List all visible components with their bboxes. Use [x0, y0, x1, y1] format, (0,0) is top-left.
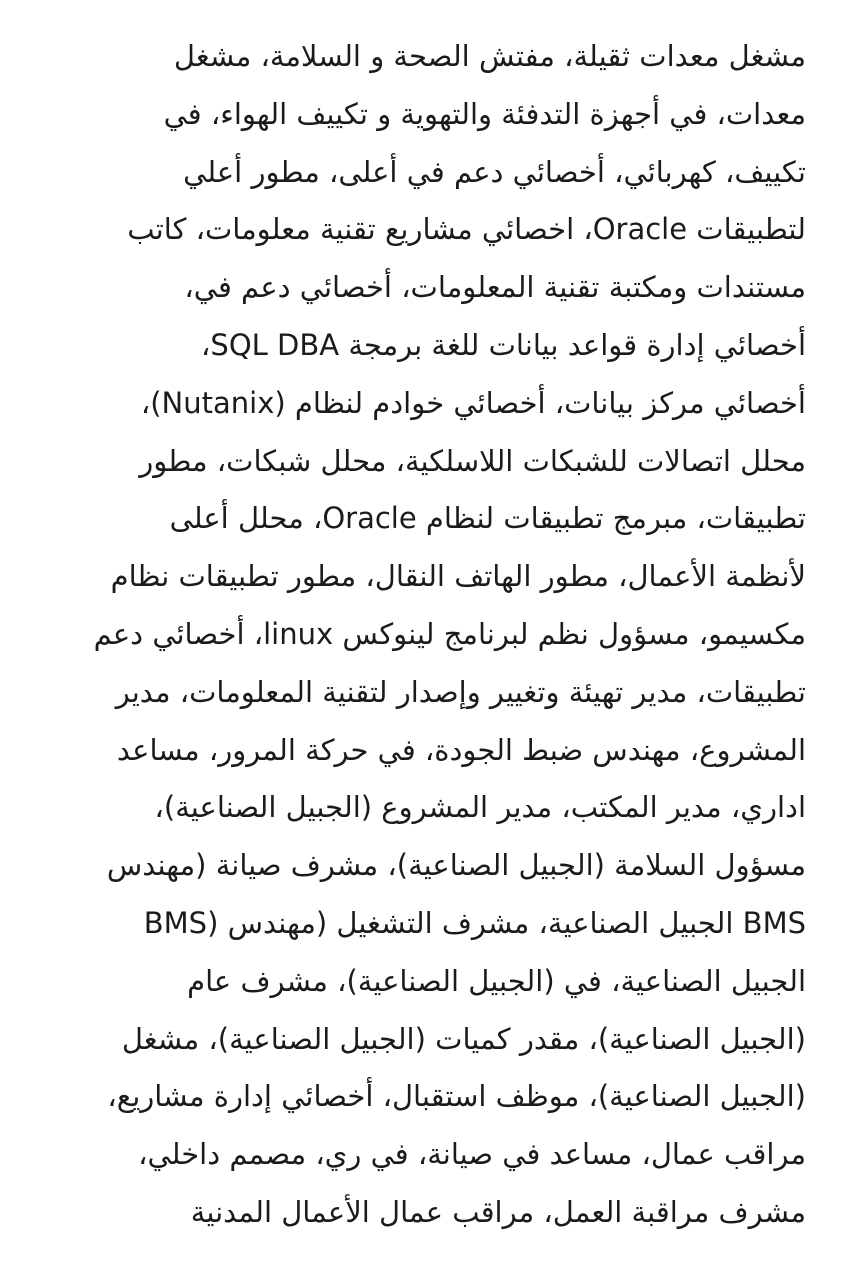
text-line-20: مراقب عمال، مساعد في صيانة، في ري، مصمم داخلي، — [138, 1137, 806, 1172]
text-line-6: أخصائي إدارة قواعد بيانات للغة برمجة SQL DBA، — [201, 327, 806, 362]
text-line-21: مشرف مراقبة العمل، مراقب عمال الأعمال المدنية — [190, 1194, 806, 1229]
text-line-8: محلل اتصالات للشبكات اللاسلكية، محلل شبكات، مطور — [139, 443, 806, 478]
text-line-15: مسؤول السلامة (الجبيل الصناعية)، مشرف صيانة (مهندس — [106, 848, 806, 883]
text-line-12: تطبيقات، مدير تهيئة وتغيير وإصدار لتقنية المعلومات، مدير — [115, 674, 806, 709]
text-line-4: لتطبيقات Oracle، اخصائي مشاريع تقنية معلومات، كاتب — [127, 212, 806, 247]
text-line-14: اداري، مدير المكتب، مدير المشروع (الجبيل الصناعية)، — [154, 790, 806, 825]
job-titles-paragraph — [46, 28, 806, 1242]
text-line-18: (الجبيل الصناعية)، مقدر كميات (الجبيل الصناعية)، مشغل — [121, 1021, 806, 1056]
text-line-1: مشغل معدات ثقيلة، مفتش الصحة و السلامة، مشغل — [173, 39, 806, 73]
text-line-17: الجبيل الصناعية، في (الجبيل الصناعية)، مشرف عام — [187, 963, 806, 998]
text-line-2: معدات، في أجهزة التدفئة والتهوية و تكييف الهواء، في — [163, 96, 806, 131]
text-line-19: (الجبيل الصناعية)، موظف استقبال، أخصائي إدارة مشاريع، — [107, 1079, 806, 1114]
text-line-7: أخصائي مركز بيانات، أخصائي خوادم لنظام (Nutanix)، — [140, 385, 806, 420]
text-line-3: تكييف، كهربائي، أخصائي دعم في أعلى، مطور أعلي — [183, 154, 806, 189]
text-line-5: مستندات ومكتبة تقنية المعلومات، أخصائي دعم في، — [184, 270, 806, 305]
text-line-11: مكسيمو، مسؤول نظم لبرنامج لينوكس linux، أخصائي دعم — [93, 616, 806, 651]
text-line-16: BMS) الجبيل الصناعية، مشرف التشغيل (مهندس BMS — [143, 905, 806, 940]
text-line-13: المشروع، مهندس ضبط الجودة، في حركة المرور، مساعد — [116, 732, 806, 767]
text-line-9: تطبيقات، مبرمج تطبيقات لنظام Oracle، محلل أعلى — [169, 501, 806, 536]
text-line-10: لأنظمة الأعمال، مطور الهاتف النقال، مطور تطبيقات نظام — [110, 559, 806, 594]
